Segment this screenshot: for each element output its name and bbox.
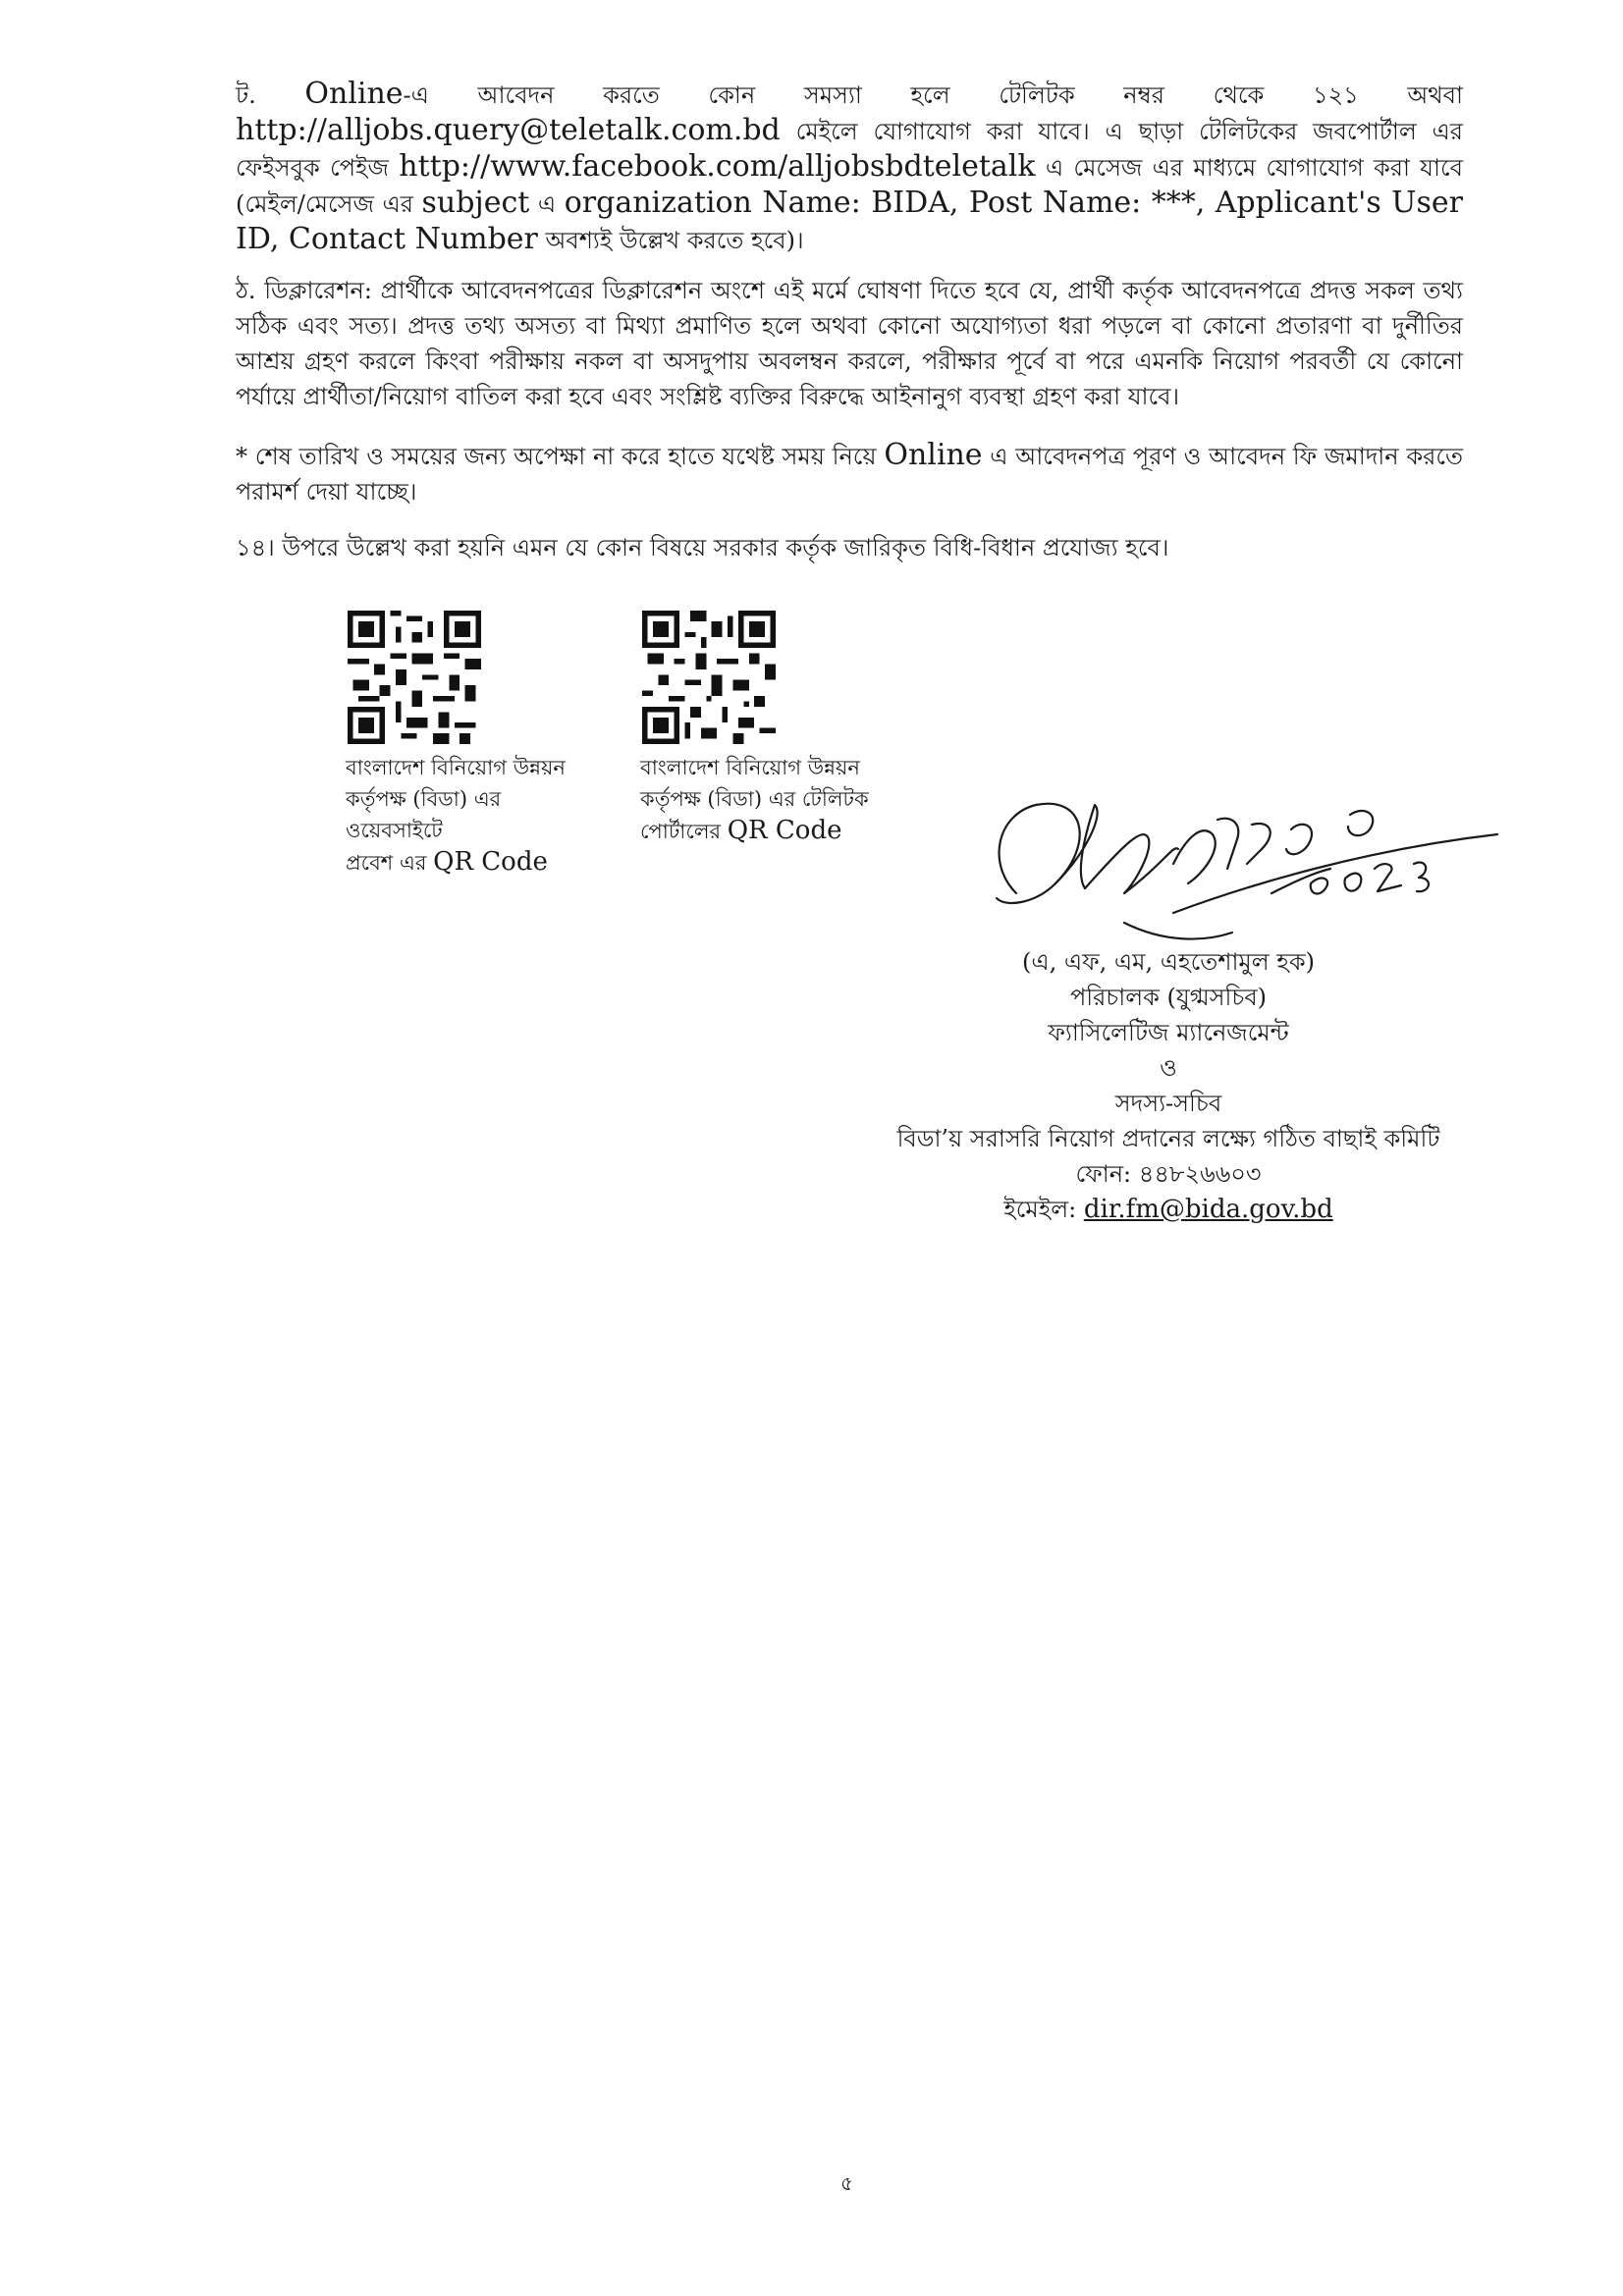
qr-caption bbox=[346, 752, 601, 879]
qr-label: QR Code bbox=[433, 847, 548, 877]
paragraph-text: এ আবেদনপত্র পূরণ ও আবেদন ফি জমাদান করতে পরামর্শ দেয়া যাচ্ছে। bbox=[236, 443, 1463, 506]
online-term: Online bbox=[304, 77, 404, 111]
paragraph-text: এ মেসেজ এর মাধ্যমে যোগাযোগ করা যাবে (মেইল/মেসেজ এর bbox=[236, 154, 1463, 218]
page-number: ৫ bbox=[840, 2171, 853, 2195]
qr-code-image[interactable] bbox=[348, 611, 481, 744]
qr-caption-line: কর্তৃপক্ষ (বিডা) এর ওয়েবসাইটে bbox=[346, 787, 502, 842]
support-email-link[interactable]: http://alljobs.query@teletalk.com.bd bbox=[236, 113, 781, 147]
qr-caption-line bbox=[346, 846, 601, 879]
email-label: ইমেইল: bbox=[1003, 1196, 1077, 1223]
signatory-designation: পরিচালক (যুগ্মসচিব) bbox=[1069, 984, 1268, 1011]
paragraph-declaration: ঠ. ডিক্লারেশন: প্রার্থীকে আবেদনপত্রের ডিক্লারেশন অংশে এই মর্মে ঘোষণা দিতে হবে যে, প্রার্থী কর্তৃক আবেদনপত্রে প্রদত্ত সকল তথ্য সঠিক এবং সত্য। প্রদত্ত তথ্য অসত্য বা মিথ্যা প্রমাণিত হলে অথবা কোনো অযোগ্যতা ধরা পড়লে বা কোনো প্রতারণা বা দুর্নীতির আশ্রয় গ্রহণ করলে কিংবা পরীক্ষায় নকল বা অসদুপায় অবলম্বন করলে, পরীক্ষার পূর্বে বা পরে এমনকি নিয়োগ পরবর্তী যে কোনো পর্যায়ে প্রার্থীতা/নিয়োগ বাতিল করা হবে এবং সংশ্লিষ্ট ব্যক্তির বিরুদ্ধে আইনানুগ ব্যবস্থা গ্রহণ করা যাবে। bbox=[236, 277, 1463, 410]
online-term: Online bbox=[884, 438, 983, 472]
subject-label: subject bbox=[421, 186, 530, 220]
phone-value: ৪৪৮২৬৬০৩ bbox=[1138, 1160, 1262, 1188]
signatory-conjunction: ও bbox=[1160, 1054, 1177, 1082]
paragraph-text: * শেষ তারিখ ও সময়ের জন্য অপেক্ষা না করে হাতে যথেষ্ট সময় নিয়ে bbox=[236, 443, 877, 470]
qr-label: QR Code bbox=[727, 816, 842, 845]
paragraph-14: ১৪। উপরে উল্লেখ করা হয়নি এমন যে কোন বিষয়ে সরকার কর্তৃক জারিকৃত বিধি-বিধান প্রযোজ্য হবে। bbox=[236, 534, 1169, 561]
signatory-email bbox=[805, 1192, 1532, 1227]
qr-block-teletalk bbox=[640, 611, 895, 847]
paragraph-t bbox=[236, 77, 1463, 258]
qr-caption-line: বাংলাদেশ বিনিয়োগ উন্নয়ন bbox=[346, 756, 566, 779]
facebook-link[interactable]: http://www.facebook.com/alljobsbdteletalk bbox=[399, 149, 1036, 184]
email-link[interactable]: dir.fm@bida.gov.bd bbox=[1083, 1195, 1333, 1224]
signatory-name: (এ, এফ, এম, এহতেশামুল হক) bbox=[1021, 948, 1316, 976]
signatory-department: ফ্যাসিলেটিজ ম্যানেজমেন্ট bbox=[1048, 1019, 1289, 1046]
paragraph-text: এ bbox=[537, 190, 557, 218]
qr-code-image[interactable] bbox=[642, 611, 776, 744]
qr-block-website bbox=[346, 611, 601, 879]
qr-caption-text: পোর্টালের bbox=[640, 820, 722, 843]
paragraph-text: অবশ্যই উল্লেখ করতে হবে)। bbox=[545, 227, 804, 254]
qr-caption-line bbox=[640, 815, 895, 847]
qr-caption bbox=[640, 752, 895, 847]
signatory-role: সদস্য-সচিব bbox=[1114, 1090, 1222, 1117]
subject-text: organization Name: BIDA, Post Name: ***, Applicant's User ID, Contact Number bbox=[236, 186, 1463, 256]
handwritten-signature bbox=[977, 775, 1507, 972]
qr-caption-line: বাংলাদেশ বিনিয়োগ উন্নয়ন bbox=[640, 756, 860, 779]
paragraph-text: -এ আবেদন করতে কোন সমস্যা হলে টেলিটক নম্বর থেকে ১২১ অথবা bbox=[403, 81, 1463, 109]
phone-label: ফোন: bbox=[1075, 1160, 1132, 1188]
signatory-committee: বিডা’য় সরাসরি নিয়োগ প্রদানের লক্ষ্যে গঠিত বাছাই কমিটি bbox=[896, 1125, 1440, 1152]
paragraph-text: মেইলে যোগাযোগ করা যাবে। এ ছাড়া টেলিটকের জবপোর্টাল এর ফেইসবুক পেইজ bbox=[236, 118, 1463, 182]
qr-caption-text: প্রবেশ এর bbox=[346, 851, 427, 875]
signatory-block bbox=[805, 944, 1532, 1227]
qr-caption-line: কর্তৃপক্ষ (বিডা) এর টেলিটক bbox=[640, 787, 869, 811]
paragraph-marker: ট. bbox=[236, 81, 256, 109]
signatory-phone bbox=[805, 1156, 1532, 1192]
paragraph-note bbox=[236, 438, 1463, 509]
